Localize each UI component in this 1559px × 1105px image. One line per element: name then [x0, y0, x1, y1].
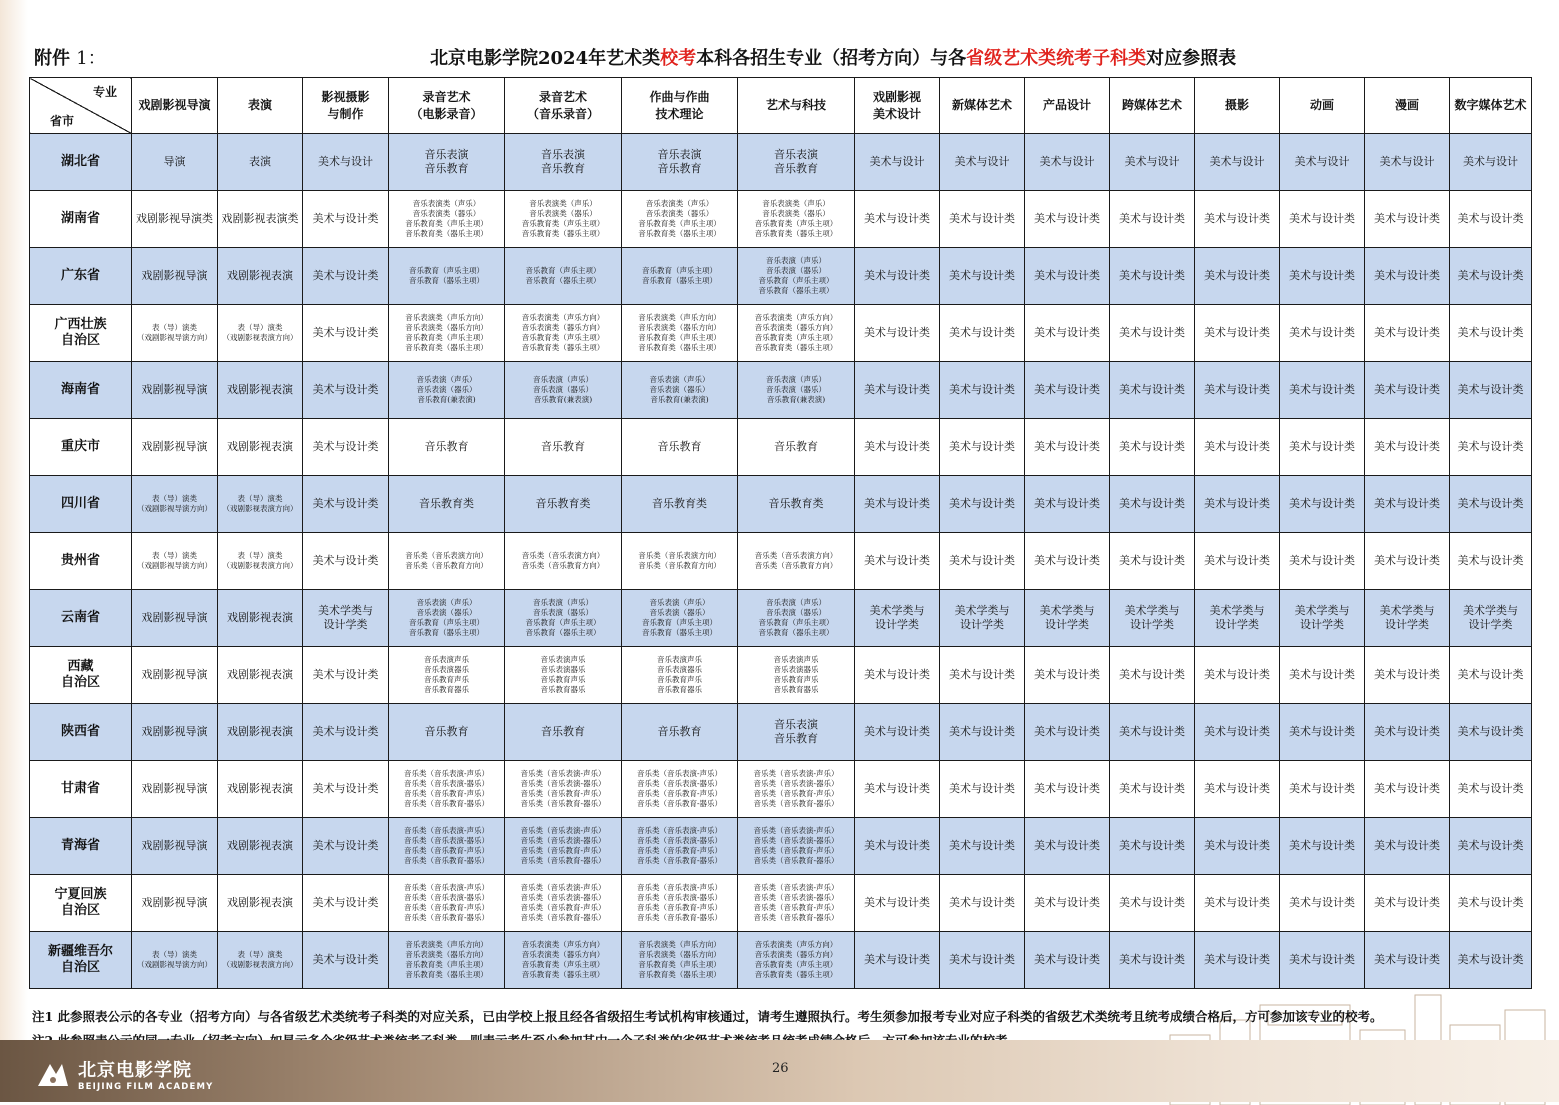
table-cell: 美术与设计类	[1280, 932, 1365, 989]
table-cell: 美术与设计类	[303, 875, 389, 932]
table-cell: 音乐表演（声乐） 音乐表演（器乐） 音乐教育（声乐主项） 音乐教育（器乐主项）	[738, 590, 855, 647]
table-cell: 美术学类与 设计学类	[855, 590, 940, 647]
table-cell: 音乐类（音乐表演-声乐） 音乐类（音乐表演-器乐） 音乐类（音乐教育-声乐） 音乐类（音乐教育-器乐）	[738, 818, 855, 875]
table-cell: 美术与设计类	[1025, 533, 1110, 590]
table-cell: 美术与设计类	[855, 476, 940, 533]
province-cell: 云南省	[30, 590, 132, 647]
table-cell: 音乐表演 音乐教育	[622, 134, 738, 191]
table-cell: 美术与设计类	[303, 761, 389, 818]
table-cell: 表（导）演类 （戏剧影视导演方向）	[132, 476, 218, 533]
table-cell: 美术与设计类	[1195, 419, 1280, 476]
province-cell: 重庆市	[30, 419, 132, 476]
table-cell: 美术与设计类	[940, 476, 1025, 533]
table-cell: 美术与设计类	[940, 362, 1025, 419]
table-cell: 戏剧影视表演	[218, 647, 303, 704]
table-cell: 美术与设计类	[940, 248, 1025, 305]
table-cell: 美术与设计类	[303, 533, 389, 590]
table-cell: 美术与设计类	[1195, 248, 1280, 305]
table-cell: 美术与设计类	[1025, 419, 1110, 476]
table-row	[30, 134, 1532, 191]
table-cell: 音乐表演类（声乐方向） 音乐表演类（器乐方向） 音乐教育类（声乐主项） 音乐教育类（器乐主项）	[389, 932, 505, 989]
table-cell: 音乐教育	[389, 704, 505, 761]
table-cell: 音乐表演类（声乐方向） 音乐表演类（器乐方向） 音乐教育类（声乐主项） 音乐教育类（器乐主项）	[738, 305, 855, 362]
table-cell: 美术与设计类	[1110, 419, 1195, 476]
province-cell: 贵州省	[30, 533, 132, 590]
table-cell: 美术学类与 设计学类	[1365, 590, 1450, 647]
table-cell: 美术与设计类	[303, 248, 389, 305]
table-cell: 音乐表演类（声乐） 音乐表演类（器乐） 音乐教育类（声乐主项） 音乐教育类（器乐主项）	[738, 191, 855, 248]
table-cell: 美术与设计类	[1450, 248, 1532, 305]
column-header: 产品设计	[1025, 78, 1110, 134]
table-cell: 美术与设计类	[940, 647, 1025, 704]
table-cell: 美术与设计类	[940, 419, 1025, 476]
table-cell: 美术与设计	[1195, 134, 1280, 191]
table-cell: 美术与设计类	[1280, 419, 1365, 476]
table-row	[30, 590, 1532, 647]
table-cell: 美术与设计类	[1365, 248, 1450, 305]
table-cell: 音乐类（音乐表演方向） 音乐类（音乐教育方向）	[738, 533, 855, 590]
province-cell: 甘肃省	[30, 761, 132, 818]
column-header: 戏剧影视 美术设计	[855, 78, 940, 134]
table-cell: 戏剧影视导演	[132, 419, 218, 476]
table-cell: 美术与设计类	[1110, 362, 1195, 419]
column-header: 新媒体艺术	[940, 78, 1025, 134]
table-cell: 音乐表演 音乐教育	[389, 134, 505, 191]
table-cell: 美术与设计类	[1450, 191, 1532, 248]
column-header: 作曲与作曲 技术理论	[622, 78, 738, 134]
table-cell: 音乐教育（声乐主项） 音乐教育（器乐主项）	[622, 248, 738, 305]
table-cell: 美术与设计类	[855, 533, 940, 590]
table-cell: 美术与设计类	[940, 761, 1025, 818]
table-cell: 表（导）演类 （戏剧影视导演方向）	[132, 305, 218, 362]
table-row	[30, 647, 1532, 704]
column-header: 录音艺术 （音乐录音）	[505, 78, 622, 134]
province-cell: 四川省	[30, 476, 132, 533]
table-cell: 美术与设计类	[1195, 533, 1280, 590]
table-cell: 音乐类（音乐表演方向） 音乐类（音乐教育方向）	[622, 533, 738, 590]
table-cell: 音乐类（音乐表演-声乐） 音乐类（音乐表演-器乐） 音乐类（音乐教育-声乐） 音乐类（音乐教育-器乐）	[738, 761, 855, 818]
table-cell: 音乐教育类	[389, 476, 505, 533]
table-cell: 音乐表演类（声乐方向） 音乐表演类（器乐方向） 音乐教育类（声乐主项） 音乐教育类（器乐主项）	[738, 932, 855, 989]
table-cell: 音乐教育（声乐主项） 音乐教育（器乐主项）	[389, 248, 505, 305]
table-row	[30, 704, 1532, 761]
table-cell: 音乐表演 音乐教育	[505, 134, 622, 191]
table-cell: 美术与设计类	[940, 533, 1025, 590]
table-cell: 美术与设计类	[940, 305, 1025, 362]
table-cell: 美术与设计类	[303, 476, 389, 533]
table-cell: 美术与设计类	[1110, 305, 1195, 362]
table-cell: 美术与设计类	[1110, 704, 1195, 761]
table-cell: 美术与设计类	[1195, 191, 1280, 248]
table-cell: 美术与设计类	[940, 191, 1025, 248]
province-cell: 宁夏回族 自治区	[30, 875, 132, 932]
table-cell: 美术与设计类	[1110, 191, 1195, 248]
table-cell: 美术与设计类	[1450, 704, 1532, 761]
table-cell: 美术学类与 设计学类	[1025, 590, 1110, 647]
table-cell: 美术与设计类	[1110, 533, 1195, 590]
table-cell: 美术与设计类	[855, 704, 940, 761]
table-cell: 音乐表演（声乐） 音乐表演（器乐） 音乐教育（声乐主项） 音乐教育（器乐主项）	[505, 590, 622, 647]
table-cell: 音乐表演（声乐） 音乐表演（器乐） 音乐教育（声乐主项） 音乐教育（器乐主项）	[389, 590, 505, 647]
table-cell: 美术与设计类	[1110, 647, 1195, 704]
table-cell: 音乐类（音乐表演-声乐） 音乐类（音乐表演-器乐） 音乐类（音乐教育-声乐） 音乐类（音乐教育-器乐）	[505, 818, 622, 875]
table-cell: 美术与设计类	[1280, 647, 1365, 704]
table-cell: 美术与设计	[855, 134, 940, 191]
table-cell: 戏剧影视导演	[132, 818, 218, 875]
table-row	[30, 875, 1532, 932]
table-cell: 美术与设计类	[855, 362, 940, 419]
province-cell: 青海省	[30, 818, 132, 875]
table-cell: 美术与设计类	[303, 647, 389, 704]
table-cell: 美术与设计	[940, 134, 1025, 191]
table-header-row	[30, 78, 1532, 134]
table-cell: 美术与设计类	[1365, 704, 1450, 761]
table-cell: 音乐表演类（声乐） 音乐表演类（器乐） 音乐教育类（声乐主项） 音乐教育类（器乐主项）	[505, 191, 622, 248]
table-cell: 美术与设计类	[1110, 932, 1195, 989]
table-cell: 美术与设计类	[303, 818, 389, 875]
table-cell: 美术与设计类	[1195, 818, 1280, 875]
table-cell: 美术与设计类	[1365, 476, 1450, 533]
table-cell: 戏剧影视导演	[132, 647, 218, 704]
table-row	[30, 818, 1532, 875]
table-cell: 美术与设计类	[1110, 875, 1195, 932]
column-header: 跨媒体艺术	[1110, 78, 1195, 134]
province-cell: 西藏 自治区	[30, 647, 132, 704]
table-cell: 美术与设计类	[1195, 761, 1280, 818]
column-header: 录音艺术 （电影录音）	[389, 78, 505, 134]
table-cell: 美术与设计类	[1280, 761, 1365, 818]
table-cell: 音乐表演类（声乐方向） 音乐表演类（器乐方向） 音乐教育类（声乐主项） 音乐教育类（器乐主项）	[622, 305, 738, 362]
table-cell: 美术与设计类	[1450, 932, 1532, 989]
table-cell: 美术与设计类	[1110, 248, 1195, 305]
column-header: 表演	[218, 78, 303, 134]
table-cell: 美术与设计类	[940, 875, 1025, 932]
corner-label-major: 专业	[92, 85, 117, 99]
table-cell: 美术与设计类	[1280, 704, 1365, 761]
table-body	[30, 134, 1532, 989]
table-cell: 戏剧影视导演	[132, 590, 218, 647]
table-cell: 美术与设计类	[855, 818, 940, 875]
table-cell: 美术与设计类	[1195, 932, 1280, 989]
table-cell: 戏剧影视表演	[218, 875, 303, 932]
table-cell: 美术与设计类	[1365, 533, 1450, 590]
table-cell: 表（导）演类 （戏剧影视导演方向）	[132, 533, 218, 590]
table-cell: 音乐教育	[505, 704, 622, 761]
table-row	[30, 533, 1532, 590]
province-cell: 海南省	[30, 362, 132, 419]
table-row	[30, 248, 1532, 305]
table-cell: 美术与设计	[1450, 134, 1532, 191]
table-cell: 美术与设计类	[940, 932, 1025, 989]
table-cell: 美术与设计	[1025, 134, 1110, 191]
note-1: 注1 此参照表公示的各专业（招考方向）与各省级艺术类统考子科类的对应关系，已由学校上报且经各省级招生考试机构审核通过，请考生遵照执行。考生须参加报考专业对应子科类的省级艺术类统考且统考成绩合格后，方可参加该专业的校考。	[32, 1009, 1383, 1024]
table-cell: 美术与设计类	[1110, 818, 1195, 875]
table-cell: 美术与设计类	[303, 704, 389, 761]
table-cell: 美术与设计类	[1365, 305, 1450, 362]
table-row	[30, 476, 1532, 533]
logo-name-en: BEIJING FILM ACADEMY	[78, 1082, 214, 1092]
table-cell: 美术与设计类	[1450, 647, 1532, 704]
column-header: 影视摄影 与制作	[303, 78, 389, 134]
column-header: 漫画	[1365, 78, 1450, 134]
table-row	[30, 305, 1532, 362]
table-cell: 音乐表演（声乐） 音乐表演（器乐） 音乐教育(兼表演)	[505, 362, 622, 419]
table-cell: 美术与设计类	[1450, 818, 1532, 875]
table-cell: 美术与设计类	[303, 305, 389, 362]
table-cell: 音乐表演（声乐） 音乐表演（器乐） 音乐教育（声乐主项） 音乐教育（器乐主项）	[622, 590, 738, 647]
table-cell: 表（导）演类 （戏剧影视表演方向）	[218, 932, 303, 989]
table-cell: 戏剧影视表演	[218, 248, 303, 305]
table-cell: 音乐表演类（声乐方向） 音乐表演类（器乐方向） 音乐教育类（声乐主项） 音乐教育类（器乐主项）	[622, 932, 738, 989]
table-cell: 音乐教育类	[738, 476, 855, 533]
province-cell: 新疆维吾尔 自治区	[30, 932, 132, 989]
table-cell: 美术与设计类	[1365, 362, 1450, 419]
table-cell: 戏剧影视表演类	[218, 191, 303, 248]
table-cell: 美术与设计类	[1025, 362, 1110, 419]
table-cell: 音乐表演类（声乐） 音乐表演类（器乐） 音乐教育类（声乐主项） 音乐教育类（器乐主项）	[389, 191, 505, 248]
film-academy-logo-icon	[36, 1060, 70, 1088]
table-cell: 音乐表演（声乐） 音乐表演（器乐） 音乐教育（声乐主项） 音乐教育（器乐主项）	[738, 248, 855, 305]
table-cell: 音乐教育（声乐主项） 音乐教育（器乐主项）	[505, 248, 622, 305]
table-cell: 美术与设计类	[1025, 647, 1110, 704]
province-cell: 陕西省	[30, 704, 132, 761]
table-cell: 美术学类与 设计学类	[1195, 590, 1280, 647]
table-cell: 戏剧影视导演	[132, 248, 218, 305]
table-cell: 美术与设计类	[855, 932, 940, 989]
table-cell: 美术与设计类	[1280, 248, 1365, 305]
table-cell: 戏剧影视导演	[132, 362, 218, 419]
table-cell: 美术与设计类	[1025, 761, 1110, 818]
table-row	[30, 362, 1532, 419]
table-cell: 表（导）演类 （戏剧影视导演方向）	[132, 932, 218, 989]
table-cell: 美术与设计类	[855, 761, 940, 818]
table-cell: 音乐表演声乐 音乐表演器乐 音乐教育声乐 音乐教育器乐	[389, 647, 505, 704]
table-cell: 美术学类与 设计学类	[303, 590, 389, 647]
table-cell: 音乐类（音乐表演-声乐） 音乐类（音乐表演-器乐） 音乐类（音乐教育-声乐） 音乐类（音乐教育-器乐）	[389, 761, 505, 818]
table-cell: 导演	[132, 134, 218, 191]
table-cell: 美术与设计类	[1025, 248, 1110, 305]
table-cell: 音乐表演类（声乐方向） 音乐表演类（器乐方向） 音乐教育类（声乐主项） 音乐教育类（器乐主项）	[505, 305, 622, 362]
table-cell: 美术与设计类	[1195, 647, 1280, 704]
left-edge-decoration	[0, 0, 28, 1102]
table-cell: 音乐教育	[622, 419, 738, 476]
table-cell: 戏剧影视表演	[218, 362, 303, 419]
province-cell: 湖北省	[30, 134, 132, 191]
table-cell: 美术与设计类	[1025, 704, 1110, 761]
table-cell: 美术与设计类	[1195, 476, 1280, 533]
table-cell: 音乐类（音乐表演-声乐） 音乐类（音乐表演-器乐） 音乐类（音乐教育-声乐） 音乐类（音乐教育-器乐）	[389, 818, 505, 875]
table-cell: 美术与设计类	[855, 875, 940, 932]
table-cell: 戏剧影视表演	[218, 419, 303, 476]
table-cell: 美术与设计类	[1280, 818, 1365, 875]
corner-label-province: 省市	[50, 113, 75, 128]
table-cell: 音乐教育	[505, 419, 622, 476]
table-cell: 美术与设计类	[1450, 305, 1532, 362]
title-highlight-provincial-exam: 省级艺术类统考子科类	[966, 48, 1147, 69]
attachment-label: 附件 1：	[34, 48, 106, 69]
table-cell: 美术与设计类	[1280, 875, 1365, 932]
column-header: 摄影	[1195, 78, 1280, 134]
table-cell: 音乐教育	[738, 419, 855, 476]
table-cell: 美术与设计	[1280, 134, 1365, 191]
table-cell: 美术与设计类	[1280, 305, 1365, 362]
table-cell: 音乐表演 音乐教育	[738, 704, 855, 761]
table-cell: 美术与设计	[1365, 134, 1450, 191]
page-title: 北京电影学院2024年艺术类校考本科各招生专业（招考方向）与各省级艺术类统考子科类对应参照表	[430, 48, 1237, 69]
table-cell: 美术与设计类	[855, 647, 940, 704]
table-row	[30, 191, 1532, 248]
table-cell: 美术与设计类	[1365, 761, 1450, 818]
table-cell: 戏剧影视导演	[132, 875, 218, 932]
table-cell: 音乐表演声乐 音乐表演器乐 音乐教育声乐 音乐教育器乐	[738, 647, 855, 704]
table-cell: 美术与设计类	[855, 191, 940, 248]
table-cell: 美术与设计类	[1025, 476, 1110, 533]
table-cell: 音乐类（音乐表演-声乐） 音乐类（音乐表演-器乐） 音乐类（音乐教育-声乐） 音乐类（音乐教育-器乐）	[505, 761, 622, 818]
academy-logo	[36, 1056, 214, 1092]
table-cell: 美术学类与 设计学类	[1110, 590, 1195, 647]
page-number: 26	[772, 1061, 789, 1076]
table-cell: 美术与设计类	[1450, 533, 1532, 590]
table-cell: 音乐类（音乐表演-声乐） 音乐类（音乐表演-器乐） 音乐类（音乐教育-声乐） 音乐类（音乐教育-器乐）	[389, 875, 505, 932]
table-cell: 戏剧影视表演	[218, 590, 303, 647]
table-cell: 美术与设计类	[940, 704, 1025, 761]
table-cell: 美术与设计类	[1025, 875, 1110, 932]
table-row	[30, 932, 1532, 989]
table-cell: 美术与设计类	[1195, 362, 1280, 419]
table-cell: 表（导）演类 （戏剧影视表演方向）	[218, 476, 303, 533]
column-header: 动画	[1280, 78, 1365, 134]
table-cell: 美术学类与 设计学类	[1280, 590, 1365, 647]
table-cell: 美术与设计类	[303, 362, 389, 419]
table-cell: 美术与设计类	[855, 248, 940, 305]
table-row	[30, 419, 1532, 476]
column-header: 戏剧影视导演	[132, 78, 218, 134]
table-cell: 美术与设计类	[1110, 761, 1195, 818]
table-cell: 戏剧影视导演	[132, 704, 218, 761]
table-cell: 美术与设计类	[1365, 419, 1450, 476]
table-cell: 表（导）演类 （戏剧影视表演方向）	[218, 305, 303, 362]
table-cell: 美术与设计类	[1280, 191, 1365, 248]
table-cell: 美术与设计类	[1025, 305, 1110, 362]
table-cell: 美术与设计类	[1195, 305, 1280, 362]
table-cell: 音乐类（音乐表演-声乐） 音乐类（音乐表演-器乐） 音乐类（音乐教育-声乐） 音乐类（音乐教育-器乐）	[622, 818, 738, 875]
table-cell: 美术与设计	[1110, 134, 1195, 191]
table-cell: 美术与设计类	[1450, 476, 1532, 533]
table-cell: 音乐教育	[622, 704, 738, 761]
table-cell: 美术与设计类	[1450, 419, 1532, 476]
table-cell: 美术与设计类	[1365, 932, 1450, 989]
table-row	[30, 761, 1532, 818]
table-cell: 美术与设计类	[855, 419, 940, 476]
table-cell: 美术与设计类	[1365, 191, 1450, 248]
table-cell: 戏剧影视导演类	[132, 191, 218, 248]
table-cell: 音乐类（音乐表演-声乐） 音乐类（音乐表演-器乐） 音乐类（音乐教育-声乐） 音乐类（音乐教育-器乐）	[738, 875, 855, 932]
table-cell: 美术与设计类	[1450, 362, 1532, 419]
table-cell: 美术与设计类	[1280, 362, 1365, 419]
table-cell: 音乐表演声乐 音乐表演器乐 音乐教育声乐 音乐教育器乐	[622, 647, 738, 704]
corner-header-cell	[30, 78, 132, 134]
table-cell: 美术与设计类	[1450, 875, 1532, 932]
table-cell: 戏剧影视表演	[218, 704, 303, 761]
province-cell: 广西壮族 自治区	[30, 305, 132, 362]
table-cell: 美术学类与 设计学类	[1450, 590, 1532, 647]
table-cell: 音乐类（音乐表演方向） 音乐类（音乐教育方向）	[389, 533, 505, 590]
table-cell: 音乐表演声乐 音乐表演器乐 音乐教育声乐 音乐教育器乐	[505, 647, 622, 704]
table-cell: 音乐类（音乐表演-声乐） 音乐类（音乐表演-器乐） 音乐类（音乐教育-声乐） 音乐类（音乐教育-器乐）	[505, 875, 622, 932]
table-cell: 表（导）演类 （戏剧影视表演方向）	[218, 533, 303, 590]
table-cell: 音乐类（音乐表演-声乐） 音乐类（音乐表演-器乐） 音乐类（音乐教育-声乐） 音乐类（音乐教育-器乐）	[622, 875, 738, 932]
column-header: 数字媒体艺术	[1450, 78, 1532, 134]
table-cell: 美术学类与 设计学类	[940, 590, 1025, 647]
province-cell: 广东省	[30, 248, 132, 305]
province-cell: 湖南省	[30, 191, 132, 248]
table-cell: 音乐教育类	[505, 476, 622, 533]
table-cell: 美术与设计类	[940, 818, 1025, 875]
table-cell: 美术与设计类	[1280, 533, 1365, 590]
reference-table	[29, 77, 1532, 989]
table-cell: 美术与设计类	[1025, 818, 1110, 875]
column-header: 艺术与科技	[738, 78, 855, 134]
table-cell: 表演	[218, 134, 303, 191]
table-cell: 音乐表演类（声乐方向） 音乐表演类（器乐方向） 音乐教育类（声乐主项） 音乐教育类（器乐主项）	[389, 305, 505, 362]
table-cell: 音乐表演 音乐教育	[738, 134, 855, 191]
table-cell: 音乐表演（声乐） 音乐表演（器乐） 音乐教育(兼表演)	[389, 362, 505, 419]
table-cell: 美术与设计类	[1365, 647, 1450, 704]
logo-name-cn: 北京电影学院	[78, 1060, 192, 1081]
table-cell: 美术与设计类	[855, 305, 940, 362]
table-cell: 美术与设计类	[1450, 761, 1532, 818]
table-cell: 音乐表演类（声乐方向） 音乐表演类（器乐方向） 音乐教育类（声乐主项） 音乐教育类（器乐主项）	[505, 932, 622, 989]
table-cell: 美术与设计类	[303, 932, 389, 989]
table-cell: 美术与设计类	[1110, 476, 1195, 533]
table-cell: 音乐表演类（声乐） 音乐表演类（器乐） 音乐教育类（声乐主项） 音乐教育类（器乐主项）	[622, 191, 738, 248]
table-cell: 美术与设计类	[1365, 818, 1450, 875]
table-cell: 美术与设计类	[1365, 875, 1450, 932]
table-cell: 音乐教育	[389, 419, 505, 476]
table-cell: 美术与设计	[303, 134, 389, 191]
table-cell: 音乐类（音乐表演方向） 音乐类（音乐教育方向）	[505, 533, 622, 590]
table-cell: 音乐表演（声乐） 音乐表演（器乐） 音乐教育(兼表演)	[738, 362, 855, 419]
table-cell: 音乐表演（声乐） 音乐表演（器乐） 音乐教育(兼表演)	[622, 362, 738, 419]
table-cell: 戏剧影视表演	[218, 818, 303, 875]
table-cell: 美术与设计类	[1195, 704, 1280, 761]
table-cell: 戏剧影视表演	[218, 761, 303, 818]
table-cell: 美术与设计类	[1195, 875, 1280, 932]
table-cell: 音乐类（音乐表演-声乐） 音乐类（音乐表演-器乐） 音乐类（音乐教育-声乐） 音乐类（音乐教育-器乐）	[622, 761, 738, 818]
table-cell: 美术与设计类	[1025, 191, 1110, 248]
table-cell: 美术与设计类	[303, 191, 389, 248]
table-cell: 美术与设计类	[303, 419, 389, 476]
table-cell: 音乐教育类	[622, 476, 738, 533]
table-cell: 美术与设计类	[1280, 476, 1365, 533]
table-cell: 戏剧影视导演	[132, 761, 218, 818]
title-highlight-school-exam: 校考	[660, 48, 697, 69]
table-cell: 美术与设计类	[1025, 932, 1110, 989]
